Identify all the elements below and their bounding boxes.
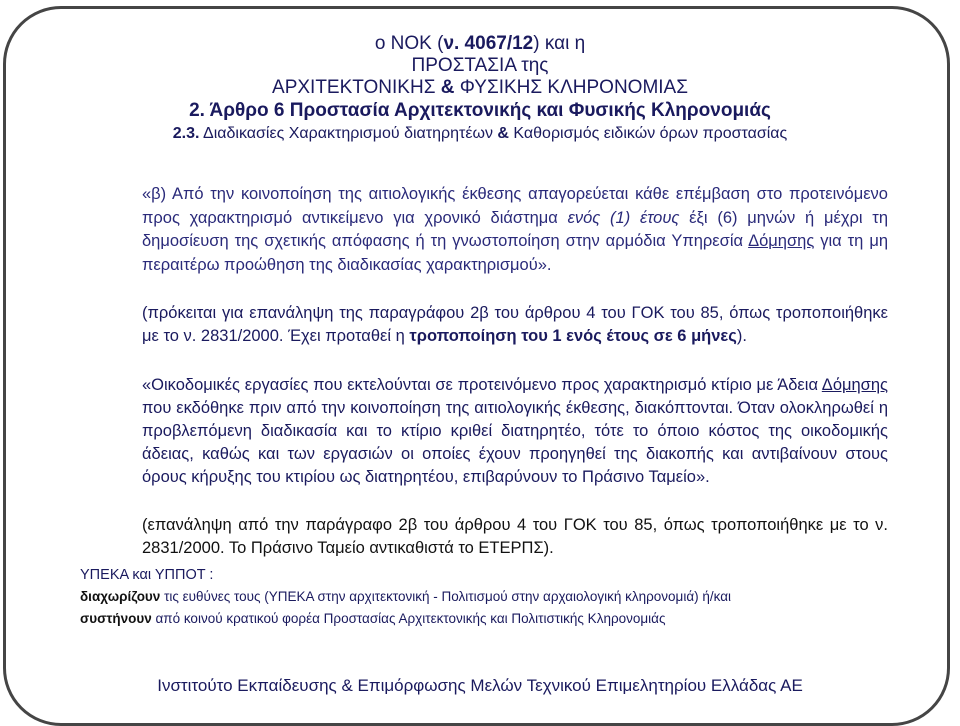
footer-institute: Ινστιτούτο Εκπαίδευσης & Επιμόρφωσης Μελών Τεχνικού Επιμελητηρίου Ελλάδας ΑΕ <box>157 676 803 695</box>
ministries-establish-line: συστήνουν από κοινού κρατικού φορέα Προστασίας Αρχιτεκτονικής και Πολιτιστικής Κληρονομιάς <box>80 611 666 626</box>
header-line-4: 2. Άρθρο 6 Προστασία Αρχιτεκτονικής και Φυσικής Κληρονομιάς <box>189 100 771 121</box>
ministries-label: ΥΠΕΚΑ και ΥΠΠΟΤ : <box>80 567 214 583</box>
ministries-separate-line: διαχωρίζουν τις ευθύνες τους (ΥΠΕΚΑ στην αρχιτεκτονική - Πολιτισμού στην αρχαιολογική κληρονομιά) ή/και <box>80 589 732 604</box>
header-line-1: ο ΝΟΚ (ν. 4067/12) και η <box>374 33 586 54</box>
paragraph-green-fund-note: (επανάληψη από την παράγραφο 2β του άρθρου 4 του ΓΟΚ του 85, όπως τροποποιήθηκε με το ν. 2831/2000. Το Πράσινο Ταμείο αντικαθιστά το ΕΤΕΡΠΣ). <box>142 516 888 557</box>
header-line-3: ΑΡΧΙΤΕΚΤΟΝΙΚΗΣ & ΦΥΣΙΚΗΣ ΚΛΗΡΟΝΟΜΙΑΣ <box>272 77 688 98</box>
paragraph-building-works: «Οικοδομικές εργασίες που εκτελούνται σε προτεινόμενο προς χαρακτηρισμό κτίριο με Άδεια Δόμησης που εκδόθηκε πριν από την κοινοποίηση της αιτιολογικής έκθεσης, διακόπτονται. Όταν ολοκληρωθεί η προβλεπόμενη διαδικασία και το κτίριο κριθεί διατηρητέο, τότε το όποιο κόστος της οικοδομικής άδειας, καθώς και των εργασιών οι οποίες έχουν προηγηθεί της διακοπής και αντιβαίνουν στους όρους κήρυξης του κτιρίου ως διατηρητέου, επιβαρύνουν το Πράσινο Ταμείο». <box>142 376 888 486</box>
header-line-5: 2.3. Διαδικασίες Χαρακτηρισμού διατηρητέων & Καθορισμός ειδικών όρων προστασίας <box>172 125 788 142</box>
paragraph-b-clause: «β) Από την κοινοποίηση της αιτιολογικής έκθεσης απαγορεύεται κάθε επέμβαση στο προτεινόμενο προς χαρακτηρισμό αντικείμενο για χρονικό διάστημα ενός (1) έτους έξι (6) μηνών ή μέχρι τη δημοσίευση της σχετικής απόφασης ή τη γνωστοποίηση στην αρμόδια Υπηρεσία Δόμησης για τη μη περαιτέρω προώθηση της διαδικασίας χαρακτηρισμού». <box>142 185 889 274</box>
paragraph-repetition-note: (πρόκειται για επανάληψη της παραγράφου 2β του άρθρου 4 του ΓΟΚ του 85, όπως τροποποιήθηκε με το ν. 2831/2000. Έχει προταθεί η τροποποίηση του 1 ενός έτους σε 6 μήνες). <box>142 304 888 345</box>
header-line-2: ΠΡΟΣΤΑΣΙΑ της <box>411 55 549 76</box>
